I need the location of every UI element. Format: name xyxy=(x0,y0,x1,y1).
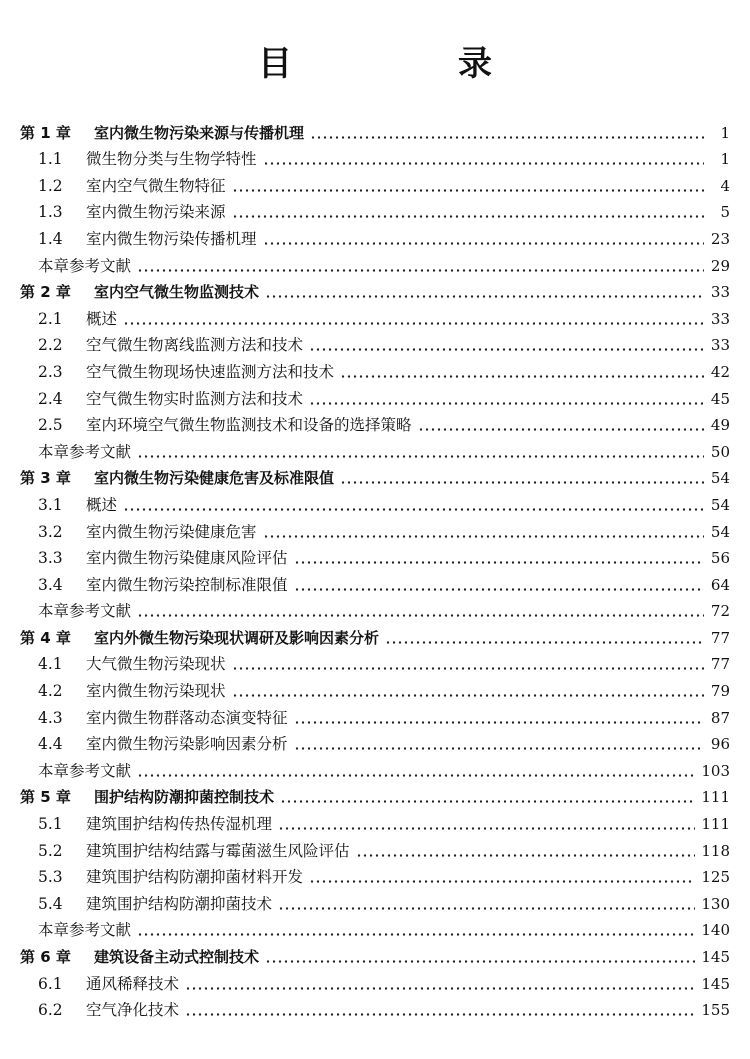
toc-page-number: 49 xyxy=(710,416,730,435)
toc-entry-number: 4.1 xyxy=(38,655,63,674)
toc-page-number: 79 xyxy=(710,682,730,701)
toc-reference-entry xyxy=(0,754,750,781)
toc-section-entry xyxy=(0,728,750,755)
table-of-contents xyxy=(0,116,750,1020)
toc-entry-title: 室内微生物污染控制标准限值 xyxy=(86,575,288,594)
toc-entry-title: 本章参考文献 xyxy=(38,602,132,621)
toc-entry-title: 室内环境空气微生物监测技术和设备的选择策略 xyxy=(86,416,412,435)
toc-entry-heading xyxy=(0,335,303,355)
toc-entry-heading xyxy=(0,734,288,754)
toc-page-number: 111 xyxy=(701,788,730,807)
toc-reference-entry xyxy=(0,595,750,622)
dot-leader xyxy=(418,428,704,431)
toc-page-number: 54 xyxy=(710,469,730,488)
toc-reference-entry xyxy=(0,249,750,276)
toc-entry-number: 5.3 xyxy=(38,868,63,887)
toc-entry-heading xyxy=(0,920,131,940)
toc-section-entry xyxy=(0,302,750,329)
toc-entry-number: 3.3 xyxy=(38,549,63,568)
toc-page-number: 33 xyxy=(710,283,730,302)
toc-entry-number: 1.3 xyxy=(38,203,63,222)
toc-entry-title: 室内微生物污染健康危害及标准限值 xyxy=(94,469,335,488)
toc-entry-number: 5.1 xyxy=(38,815,63,834)
dot-leader xyxy=(123,508,704,511)
toc-chapter-entry xyxy=(0,621,750,648)
toc-entry-title: 建筑设备主动式控制技术 xyxy=(94,948,260,966)
toc-page-number: 23 xyxy=(710,229,730,248)
toc-entry-title: 本章参考文献 xyxy=(38,761,132,780)
toc-page-number: 145 xyxy=(701,948,730,966)
dot-leader xyxy=(232,215,704,218)
toc-entry-number: 2.2 xyxy=(38,336,63,355)
toc-entry-number: 5.4 xyxy=(38,894,63,913)
toc-entry-heading xyxy=(0,282,259,302)
toc-entry-number: 1.4 xyxy=(38,229,63,248)
toc-entry-heading xyxy=(0,442,131,462)
toc-entry-heading xyxy=(0,548,288,568)
toc-section-entry xyxy=(0,329,750,356)
toc-entry-heading xyxy=(0,1000,179,1020)
toc-entry-title: 室内空气微生物监测技术 xyxy=(94,283,260,302)
toc-entry-title: 建筑围护结构防潮抑菌技术 xyxy=(86,894,273,913)
toc-section-entry xyxy=(0,143,750,170)
toc-page-number: 77 xyxy=(710,628,730,647)
dot-leader xyxy=(309,402,704,405)
toc-page-number: 111 xyxy=(701,815,730,834)
toc-page-number: 56 xyxy=(710,549,730,568)
toc-entry-number: 5.2 xyxy=(38,841,63,860)
toc-entry-title: 微生物分类与生物学特性 xyxy=(86,150,257,169)
toc-page-number: 5 xyxy=(720,203,730,222)
toc-entry-title: 概述 xyxy=(86,309,118,328)
toc-section-entry xyxy=(0,807,750,834)
toc-page-number: 118 xyxy=(701,841,730,860)
dot-leader xyxy=(294,747,704,750)
dot-leader xyxy=(123,322,704,325)
toc-page-number: 103 xyxy=(701,761,730,780)
toc-entry-title: 空气净化技术 xyxy=(86,1001,180,1020)
toc-entry-number: 第 4 章 xyxy=(20,628,71,647)
toc-section-entry xyxy=(0,887,750,914)
toc-entry-heading xyxy=(0,761,131,781)
toc-entry-number: 4.3 xyxy=(38,708,63,727)
dot-leader xyxy=(232,189,704,192)
toc-entry-heading xyxy=(0,867,303,887)
toc-entry-heading xyxy=(0,947,259,967)
toc-entry-title: 概述 xyxy=(86,495,118,514)
toc-entry-title: 室内空气微生物特征 xyxy=(86,176,226,195)
toc-page-number: 33 xyxy=(710,336,730,355)
toc-page-number: 72 xyxy=(710,602,730,621)
toc-entry-number: 3.1 xyxy=(38,495,63,514)
toc-section-entry xyxy=(0,648,750,675)
dot-leader xyxy=(185,987,695,990)
toc-section-entry xyxy=(0,355,750,382)
toc-entry-heading xyxy=(0,229,257,249)
toc-entry-title: 本章参考文献 xyxy=(38,442,132,461)
toc-entry-number: 第 2 章 xyxy=(20,283,71,302)
dot-leader xyxy=(294,588,704,591)
toc-entry-heading xyxy=(0,681,226,701)
toc-entry-heading xyxy=(0,787,274,807)
dot-leader xyxy=(278,827,695,830)
dot-leader xyxy=(263,242,704,245)
toc-page-number: 96 xyxy=(710,735,730,754)
toc-entry-heading xyxy=(0,974,179,994)
toc-entry-number: 6.1 xyxy=(38,974,63,993)
dot-leader xyxy=(137,455,704,458)
toc-entry-heading xyxy=(0,841,350,861)
toc-section-entry xyxy=(0,515,750,542)
toc-entry-heading xyxy=(0,123,304,143)
toc-entry-title: 围护结构防潮抑菌控制技术 xyxy=(94,788,275,807)
toc-entry-number: 2.3 xyxy=(38,362,63,381)
toc-page-number: 29 xyxy=(710,256,730,275)
toc-entry-number: 3.2 xyxy=(38,522,63,541)
dot-leader xyxy=(385,641,704,644)
toc-entry-number: 2.1 xyxy=(38,309,63,328)
toc-entry-number: 3.4 xyxy=(38,575,63,594)
toc-entry-title: 室内微生物污染现状 xyxy=(86,682,226,701)
page-title: 目 录 xyxy=(258,44,558,84)
toc-entry-title: 室内微生物污染健康危害 xyxy=(86,522,257,541)
toc-entry-title: 大气微生物污染现状 xyxy=(86,655,226,674)
toc-entry-number: 2.5 xyxy=(38,416,63,435)
toc-entry-heading xyxy=(0,575,288,595)
dot-leader xyxy=(185,1013,695,1016)
toc-entry-heading xyxy=(0,468,334,488)
toc-section-entry xyxy=(0,169,750,196)
toc-page-number: 155 xyxy=(701,1001,730,1020)
toc-page-number: 54 xyxy=(710,522,730,541)
toc-section-entry xyxy=(0,409,750,436)
dot-leader xyxy=(263,535,704,538)
toc-entry-heading xyxy=(0,415,412,435)
toc-entry-number: 4.4 xyxy=(38,735,63,754)
dot-leader xyxy=(309,348,704,351)
dot-leader xyxy=(137,774,695,777)
toc-section-entry xyxy=(0,542,750,569)
toc-section-entry xyxy=(0,861,750,888)
toc-entry-number: 1.2 xyxy=(38,176,63,195)
toc-entry-number: 第 5 章 xyxy=(20,788,71,807)
toc-entry-number: 2.4 xyxy=(38,389,63,408)
toc-entry-number: 1.1 xyxy=(38,150,63,169)
toc-page-number: 50 xyxy=(710,442,730,461)
toc-entry-number: 4.2 xyxy=(38,682,63,701)
toc-page-number: 1 xyxy=(720,123,730,142)
toc-entry-title: 室内外微生物污染现状调研及影响因素分析 xyxy=(94,628,380,647)
toc-page-number: 1 xyxy=(720,150,730,169)
toc-page-number: 77 xyxy=(710,655,730,674)
toc-entry-title: 室内微生物群落动态演变特征 xyxy=(86,708,288,727)
toc-reference-entry xyxy=(0,435,750,462)
toc-entry-title: 建筑围护结构结露与霉菌滋生风险评估 xyxy=(86,841,350,860)
toc-entry-heading xyxy=(0,654,226,674)
toc-chapter-entry xyxy=(0,940,750,967)
toc-entry-title: 室内微生物污染传播机理 xyxy=(86,229,257,248)
dot-leader xyxy=(280,800,695,803)
toc-entry-heading xyxy=(0,256,131,276)
toc-entry-title: 室内微生物污染健康风险评估 xyxy=(86,549,288,568)
dot-leader xyxy=(232,694,704,697)
toc-entry-heading xyxy=(0,522,257,542)
toc-section-entry xyxy=(0,674,750,701)
dot-leader xyxy=(278,907,695,910)
toc-page-number: 145 xyxy=(701,974,730,993)
toc-page-number: 125 xyxy=(701,868,730,887)
toc-entry-title: 室内微生物污染来源与传播机理 xyxy=(94,123,305,142)
toc-entry-number: 第 1 章 xyxy=(20,123,71,142)
toc-page-number: 87 xyxy=(710,708,730,727)
toc-page-number: 42 xyxy=(710,362,730,381)
toc-page-number: 140 xyxy=(701,921,730,940)
toc-entry-heading xyxy=(0,495,117,515)
toc-entry-title: 空气微生物现场快速监测方法和技术 xyxy=(86,362,335,381)
dot-leader xyxy=(137,269,704,272)
dot-leader xyxy=(310,136,704,139)
toc-entry-number: 第 6 章 xyxy=(20,948,71,966)
toc-chapter-entry xyxy=(0,276,750,303)
dot-leader xyxy=(265,295,704,298)
dot-leader xyxy=(263,162,704,165)
toc-section-entry xyxy=(0,994,750,1021)
dot-leader xyxy=(137,614,704,617)
toc-entry-title: 本章参考文献 xyxy=(38,256,132,275)
toc-section-entry xyxy=(0,382,750,409)
toc-entry-title: 室内微生物污染来源 xyxy=(86,203,226,222)
toc-entry-title: 建筑围护结构传热传湿机理 xyxy=(86,815,273,834)
toc-entry-heading xyxy=(0,176,226,196)
toc-entry-title: 空气微生物离线监测方法和技术 xyxy=(86,336,304,355)
toc-entry-heading xyxy=(0,389,303,409)
toc-section-entry xyxy=(0,568,750,595)
toc-entry-number: 6.2 xyxy=(38,1001,63,1020)
toc-page-number: 45 xyxy=(710,389,730,408)
toc-section-entry xyxy=(0,196,750,223)
dot-leader xyxy=(309,880,695,883)
dot-leader xyxy=(232,667,704,670)
toc-section-entry xyxy=(0,222,750,249)
toc-section-entry xyxy=(0,967,750,994)
dot-leader xyxy=(294,561,704,564)
toc-entry-heading xyxy=(0,708,288,728)
toc-chapter-entry xyxy=(0,462,750,489)
toc-entry-heading xyxy=(0,894,272,914)
toc-page-number: 64 xyxy=(710,575,730,594)
toc-entry-heading xyxy=(0,628,379,648)
toc-page-number: 33 xyxy=(710,309,730,328)
dot-leader xyxy=(356,854,696,857)
toc-section-entry xyxy=(0,488,750,515)
dot-leader xyxy=(340,375,704,378)
toc-section-entry xyxy=(0,701,750,728)
toc-page-number: 130 xyxy=(701,894,730,913)
toc-reference-entry xyxy=(0,914,750,941)
toc-chapter-entry xyxy=(0,781,750,808)
toc-page-number: 54 xyxy=(710,495,730,514)
dot-leader xyxy=(137,933,695,936)
dot-leader xyxy=(340,481,704,484)
toc-entry-title: 空气微生物实时监测方法和技术 xyxy=(86,389,304,408)
toc-entry-heading xyxy=(0,601,131,621)
toc-entry-number: 第 3 章 xyxy=(20,469,71,488)
toc-entry-heading xyxy=(0,309,117,329)
toc-entry-title: 室内微生物污染影响因素分析 xyxy=(86,735,288,754)
toc-entry-heading xyxy=(0,202,226,222)
toc-entry-heading xyxy=(0,814,272,834)
dot-leader xyxy=(265,960,695,963)
toc-entry-title: 通风稀释技术 xyxy=(86,974,180,993)
toc-entry-title: 建筑围护结构防潮抑菌材料开发 xyxy=(86,868,304,887)
toc-entry-title: 本章参考文献 xyxy=(38,921,132,940)
toc-page-number: 4 xyxy=(720,176,730,195)
toc-chapter-entry xyxy=(0,116,750,143)
toc-entry-heading xyxy=(0,362,334,382)
toc-entry-heading xyxy=(0,149,257,169)
dot-leader xyxy=(294,721,704,724)
toc-section-entry xyxy=(0,834,750,861)
